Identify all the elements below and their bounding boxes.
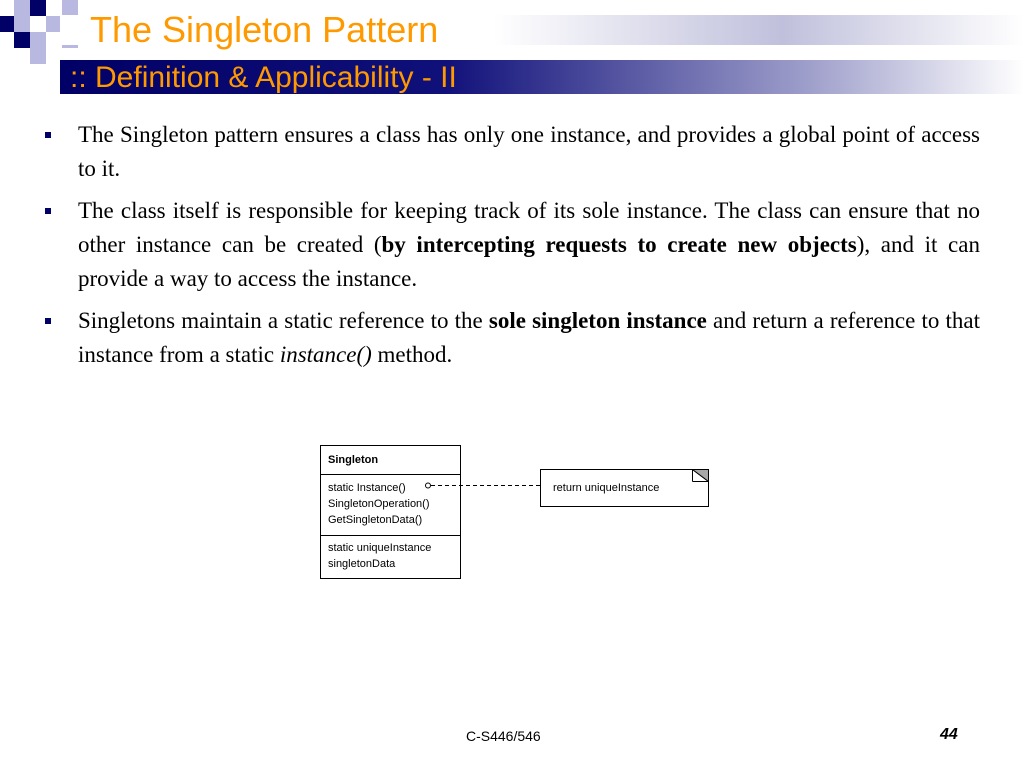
bullet-text-segment: The Singleton pattern ensures a class has only one instance, and provides a global point of access to it.	[78, 122, 980, 181]
attribute-2: singletonData	[328, 558, 396, 570]
bullet-text-segment: and return a reference to that instance from a static	[78, 308, 981, 367]
attribute-1: static uniqueInstance	[328, 542, 432, 554]
bullet-text-segment: instance()	[279, 342, 372, 367]
bullet-text-segment: by intercepting requests to create new objects	[381, 232, 857, 257]
note-box	[541, 470, 709, 507]
operation-1: static Instance()	[328, 482, 406, 494]
singleton-class-box	[321, 446, 461, 579]
operation-3: GetSingletonData()	[328, 514, 423, 526]
note-text: return uniqueInstance	[553, 482, 660, 494]
course-code: C-S446/546	[466, 728, 541, 744]
slide-subtitle: :: Definition & Applicability - II	[70, 61, 457, 94]
bullet-text-segment: method.	[371, 342, 453, 367]
bullet-text-segment: ), and it can provide a way to access the instance.	[78, 232, 980, 291]
bullet-text-segment: Singletons maintain a static reference to the	[78, 308, 489, 333]
bullet-text-segment: The class itself is responsible for keeping track of its sole instance. The class can ensure that no other instance can be created (	[78, 198, 980, 257]
class-name: Singleton	[328, 454, 379, 466]
operation-2: SingletonOperation()	[328, 498, 430, 510]
page-number: 44	[940, 726, 958, 743]
bullet-text-segment: sole singleton instance	[488, 308, 707, 333]
slide-title: The Singleton Pattern	[90, 9, 439, 50]
note-anchor-circle	[426, 483, 431, 488]
